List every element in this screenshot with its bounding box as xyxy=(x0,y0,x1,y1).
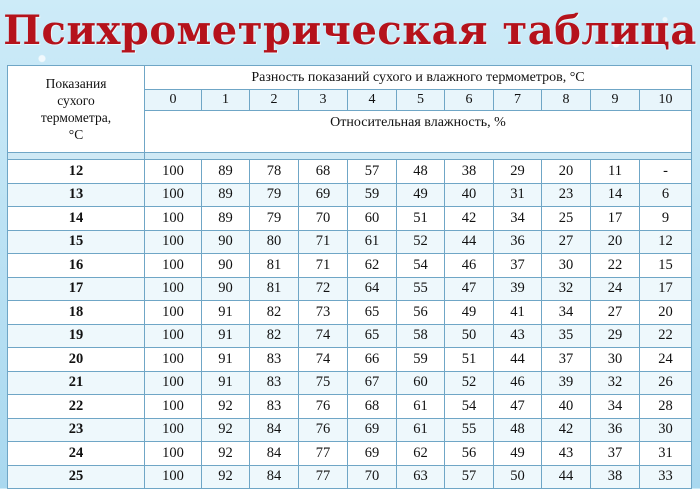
humidity-cell: 20 xyxy=(640,301,692,325)
humidity-cell: 71 xyxy=(299,254,348,278)
humidity-cell: 66 xyxy=(348,348,397,372)
humidity-cell: 32 xyxy=(542,277,591,301)
humidity-cell: 64 xyxy=(348,277,397,301)
humidity-cell: 55 xyxy=(397,277,445,301)
humidity-cell: 89 xyxy=(202,207,250,231)
humidity-cell: 91 xyxy=(202,348,250,372)
humidity-cell: 60 xyxy=(397,371,445,395)
humidity-cell: 43 xyxy=(542,442,591,466)
humidity-cell: 11 xyxy=(591,160,640,184)
dry-header-line-3: термометра, xyxy=(40,110,112,125)
humidity-cell: 83 xyxy=(250,371,299,395)
humidity-cell: 24 xyxy=(640,348,692,372)
dry-temperature-cell: 13 xyxy=(8,183,145,207)
humidity-cell: 6 xyxy=(640,183,692,207)
humidity-cell: 82 xyxy=(250,324,299,348)
humidity-cell: 100 xyxy=(145,348,202,372)
humidity-cell: 14 xyxy=(591,183,640,207)
dry-thermometer-header xyxy=(8,66,145,153)
humidity-cell: 15 xyxy=(640,254,692,278)
humidity-cell: 34 xyxy=(494,207,542,231)
humidity-cell: 38 xyxy=(445,160,494,184)
humidity-cell: 69 xyxy=(348,418,397,442)
table-body xyxy=(8,160,692,489)
humidity-cell: 34 xyxy=(542,301,591,325)
humidity-cell: 54 xyxy=(445,395,494,419)
humidity-cell: 90 xyxy=(202,254,250,278)
humidity-cell: 84 xyxy=(250,465,299,489)
humidity-cell: 46 xyxy=(445,254,494,278)
humidity-cell: 74 xyxy=(299,324,348,348)
humidity-cell: 61 xyxy=(397,395,445,419)
humidity-cell: 61 xyxy=(397,418,445,442)
humidity-cell: 84 xyxy=(250,418,299,442)
humidity-cell: 56 xyxy=(445,442,494,466)
table-row xyxy=(8,230,692,254)
humidity-cell: 55 xyxy=(445,418,494,442)
humidity-cell: 100 xyxy=(145,183,202,207)
humidity-cell: 48 xyxy=(397,160,445,184)
humidity-cell: 92 xyxy=(202,442,250,466)
humidity-cell: 27 xyxy=(591,301,640,325)
humidity-cell: 63 xyxy=(397,465,445,489)
dry-temperature-cell: 21 xyxy=(8,371,145,395)
humidity-cell: 29 xyxy=(591,324,640,348)
humidity-cell: 51 xyxy=(397,207,445,231)
humidity-cell: 69 xyxy=(348,442,397,466)
humidity-cell: 51 xyxy=(445,348,494,372)
humidity-cell: 100 xyxy=(145,324,202,348)
humidity-cell: 49 xyxy=(494,442,542,466)
humidity-cell: 67 xyxy=(348,371,397,395)
humidity-cell: 30 xyxy=(542,254,591,278)
dry-temperature-cell: 19 xyxy=(8,324,145,348)
humidity-cell: 79 xyxy=(250,183,299,207)
table-row xyxy=(8,395,692,419)
humidity-cell: 44 xyxy=(542,465,591,489)
dry-temperature-cell: 22 xyxy=(8,395,145,419)
humidity-cell: 35 xyxy=(542,324,591,348)
humidity-cell: 78 xyxy=(250,160,299,184)
humidity-cell: 39 xyxy=(494,277,542,301)
humidity-cell: 100 xyxy=(145,371,202,395)
table-row xyxy=(8,183,692,207)
humidity-cell: 57 xyxy=(348,160,397,184)
diff-col-header: 7 xyxy=(494,90,542,111)
humidity-cell: 9 xyxy=(640,207,692,231)
humidity-cell: 37 xyxy=(542,348,591,372)
humidity-cell: 20 xyxy=(542,160,591,184)
humidity-cell: 52 xyxy=(397,230,445,254)
humidity-cell: 25 xyxy=(542,207,591,231)
humidity-cell: 43 xyxy=(494,324,542,348)
humidity-cell: 65 xyxy=(348,301,397,325)
humidity-cell: 37 xyxy=(591,442,640,466)
humidity-cell: 26 xyxy=(640,371,692,395)
humidity-cell: 70 xyxy=(348,465,397,489)
humidity-cell: 65 xyxy=(348,324,397,348)
humidity-cell: 37 xyxy=(494,254,542,278)
humidity-cell: 74 xyxy=(299,348,348,372)
humidity-cell: 62 xyxy=(397,442,445,466)
humidity-cell: 100 xyxy=(145,465,202,489)
humidity-cell: 91 xyxy=(202,301,250,325)
table-row xyxy=(8,465,692,489)
humidity-cell: 27 xyxy=(542,230,591,254)
header-separator xyxy=(8,153,145,160)
dry-temperature-cell: 24 xyxy=(8,442,145,466)
humidity-cell: 36 xyxy=(494,230,542,254)
humidity-cell: 58 xyxy=(397,324,445,348)
humidity-cell: 82 xyxy=(250,301,299,325)
humidity-cell: 20 xyxy=(591,230,640,254)
humidity-cell: 41 xyxy=(494,301,542,325)
humidity-cell: 22 xyxy=(640,324,692,348)
humidity-cell: 30 xyxy=(591,348,640,372)
humidity-cell: 17 xyxy=(640,277,692,301)
table-row xyxy=(8,277,692,301)
diff-col-header: 3 xyxy=(299,90,348,111)
diff-col-header: 0 xyxy=(145,90,202,111)
dry-temperature-cell: 23 xyxy=(8,418,145,442)
humidity-cell: 62 xyxy=(348,254,397,278)
humidity-cell: 90 xyxy=(202,230,250,254)
humidity-cell: 50 xyxy=(494,465,542,489)
humidity-cell: 84 xyxy=(250,442,299,466)
header-separator xyxy=(145,153,692,160)
psychrometric-table xyxy=(7,65,692,489)
humidity-cell: 100 xyxy=(145,254,202,278)
dry-header-line-4: °С xyxy=(68,127,84,142)
diff-col-header: 1 xyxy=(202,90,250,111)
diff-col-header: 9 xyxy=(591,90,640,111)
humidity-cell: 40 xyxy=(542,395,591,419)
humidity-cell: 46 xyxy=(494,371,542,395)
table-row xyxy=(8,324,692,348)
difference-header: Разность показаний сухого и влажного термометров, °С xyxy=(145,66,692,90)
humidity-cell: 44 xyxy=(494,348,542,372)
dry-temperature-cell: 20 xyxy=(8,348,145,372)
humidity-cell: 81 xyxy=(250,277,299,301)
table-row xyxy=(8,442,692,466)
dry-temperature-cell: 25 xyxy=(8,465,145,489)
humidity-cell: 42 xyxy=(445,207,494,231)
humidity-cell: - xyxy=(640,160,692,184)
humidity-cell: 40 xyxy=(445,183,494,207)
humidity-cell: 92 xyxy=(202,395,250,419)
humidity-cell: 24 xyxy=(591,277,640,301)
humidity-cell: 50 xyxy=(445,324,494,348)
humidity-cell: 36 xyxy=(591,418,640,442)
humidity-cell: 92 xyxy=(202,418,250,442)
dry-header-line-1: Показания xyxy=(45,76,107,91)
humidity-cell: 83 xyxy=(250,348,299,372)
diff-col-header: 4 xyxy=(348,90,397,111)
diff-col-header: 6 xyxy=(445,90,494,111)
table-row xyxy=(8,254,692,278)
humidity-cell: 89 xyxy=(202,160,250,184)
humidity-cell: 22 xyxy=(591,254,640,278)
humidity-cell: 39 xyxy=(542,371,591,395)
humidity-cell: 42 xyxy=(542,418,591,442)
humidity-cell: 92 xyxy=(202,465,250,489)
humidity-cell: 77 xyxy=(299,442,348,466)
humidity-cell: 100 xyxy=(145,301,202,325)
humidity-cell: 29 xyxy=(494,160,542,184)
humidity-cell: 23 xyxy=(542,183,591,207)
humidity-header: Относительная влажность, % xyxy=(145,111,692,153)
humidity-cell: 89 xyxy=(202,183,250,207)
humidity-cell: 73 xyxy=(299,301,348,325)
humidity-cell: 100 xyxy=(145,207,202,231)
humidity-cell: 81 xyxy=(250,254,299,278)
humidity-cell: 59 xyxy=(348,183,397,207)
humidity-cell: 17 xyxy=(591,207,640,231)
dry-temperature-cell: 16 xyxy=(8,254,145,278)
humidity-cell: 80 xyxy=(250,230,299,254)
humidity-cell: 57 xyxy=(445,465,494,489)
table-row xyxy=(8,207,692,231)
humidity-cell: 49 xyxy=(445,301,494,325)
humidity-cell: 31 xyxy=(494,183,542,207)
humidity-cell: 31 xyxy=(640,442,692,466)
humidity-cell: 33 xyxy=(640,465,692,489)
humidity-cell: 70 xyxy=(299,207,348,231)
humidity-cell: 56 xyxy=(397,301,445,325)
humidity-cell: 83 xyxy=(250,395,299,419)
humidity-cell: 100 xyxy=(145,395,202,419)
humidity-cell: 59 xyxy=(397,348,445,372)
humidity-cell: 90 xyxy=(202,277,250,301)
dry-temperature-cell: 12 xyxy=(8,160,145,184)
dry-header-line-2: сухого xyxy=(57,93,95,108)
dry-temperature-cell: 17 xyxy=(8,277,145,301)
humidity-cell: 100 xyxy=(145,160,202,184)
humidity-cell: 32 xyxy=(591,371,640,395)
humidity-cell: 69 xyxy=(299,183,348,207)
humidity-cell: 76 xyxy=(299,418,348,442)
humidity-cell: 28 xyxy=(640,395,692,419)
table-row xyxy=(8,418,692,442)
page-title: Психрометрическая таблица xyxy=(3,7,697,54)
humidity-cell: 68 xyxy=(299,160,348,184)
humidity-cell: 47 xyxy=(494,395,542,419)
diff-col-header: 10 xyxy=(640,90,692,111)
diff-col-header: 8 xyxy=(542,90,591,111)
table-row xyxy=(8,371,692,395)
humidity-cell: 79 xyxy=(250,207,299,231)
humidity-cell: 100 xyxy=(145,230,202,254)
humidity-cell: 48 xyxy=(494,418,542,442)
dry-temperature-cell: 14 xyxy=(8,207,145,231)
diff-col-header: 2 xyxy=(250,90,299,111)
humidity-cell: 91 xyxy=(202,324,250,348)
humidity-cell: 52 xyxy=(445,371,494,395)
humidity-cell: 12 xyxy=(640,230,692,254)
table-row xyxy=(8,348,692,372)
dry-temperature-cell: 18 xyxy=(8,301,145,325)
humidity-cell: 76 xyxy=(299,395,348,419)
diff-col-header: 5 xyxy=(397,90,445,111)
humidity-cell: 34 xyxy=(591,395,640,419)
humidity-cell: 100 xyxy=(145,277,202,301)
humidity-cell: 60 xyxy=(348,207,397,231)
humidity-cell: 61 xyxy=(348,230,397,254)
humidity-cell: 30 xyxy=(640,418,692,442)
table-row xyxy=(8,160,692,184)
dry-temperature-cell: 15 xyxy=(8,230,145,254)
table-row xyxy=(8,301,692,325)
humidity-cell: 100 xyxy=(145,418,202,442)
humidity-cell: 91 xyxy=(202,371,250,395)
humidity-cell: 49 xyxy=(397,183,445,207)
humidity-cell: 71 xyxy=(299,230,348,254)
humidity-cell: 44 xyxy=(445,230,494,254)
humidity-cell: 72 xyxy=(299,277,348,301)
humidity-cell: 54 xyxy=(397,254,445,278)
humidity-cell: 75 xyxy=(299,371,348,395)
humidity-cell: 68 xyxy=(348,395,397,419)
humidity-cell: 47 xyxy=(445,277,494,301)
humidity-cell: 77 xyxy=(299,465,348,489)
humidity-cell: 100 xyxy=(145,442,202,466)
humidity-cell: 38 xyxy=(591,465,640,489)
